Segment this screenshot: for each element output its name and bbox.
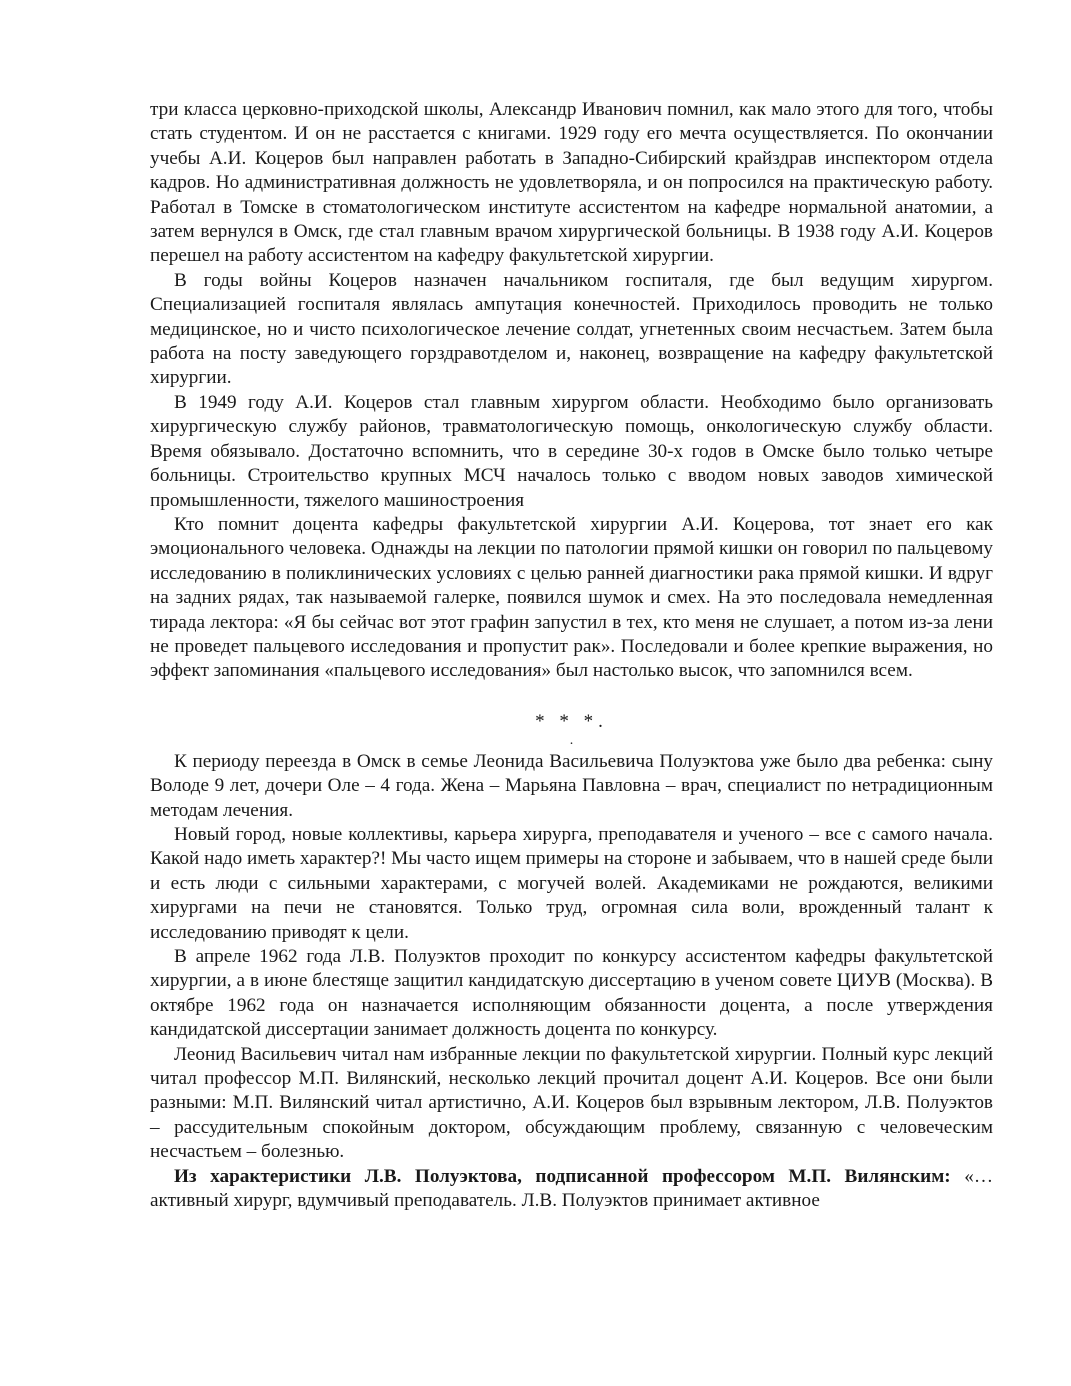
characteristic-heading: Из характеристики Л.В. Полуэктова, подписанной профессором М.П. Вилянским: bbox=[174, 1165, 951, 1187]
characteristic-quote: «… активный хирург, вдумчивый преподаватель. Л.В. Полуэктов принимает активное bbox=[150, 1165, 993, 1212]
paragraph-6: Новый город, новые коллективы, карьера хирурга, преподавателя и ученого – все с самого начала. Какой надо иметь характер?! Мы часто ищем примеры на стороне и забываем, что в нашей среде были и есть люди с сильными характерами, с могучей волей. Академиками не рождаются, великими хирургами на печи не становятся. Только труд, огромная сила воли, врожденный талант к исследованию приводят к цели. bbox=[150, 823, 993, 943]
paragraph-2: В годы войны Коцеров назначен начальником госпиталя, где был ведущим хирургом. Специализацией госпиталя являлась ампутация конечностей. Приходилось проводить не только медицинское, но и чисто психологическое лечение солдат, угнетенных своим несчастьем. Затем была работа на посту заведующего горздравотделом и, наконец, возвращение на кафедру факультетской хирургии. bbox=[150, 269, 993, 389]
paragraph-5: К периоду переезда в Омск в семье Леонида Васильевича Полуэктова уже было два ребенка: сыну Володе 9 лет, дочери Оле – 4 года. Жена – Марьяна Павловна – врач, специалист по нетрадиционным методам лечения. bbox=[150, 750, 993, 821]
paragraph-7: В апреле 1962 года Л.В. Полуэктов проходит по конкурсу ассистентом кафедры факультетской хирургии, а в июне блестяще защитил кандидатскую диссертацию в ученом совете ЦИУВ (Москва). В октябре 1962 года он назначается исполняющим обязанности доцента, а после утверждения кандидатской диссертации занимает должность доцента по конкурсу. bbox=[150, 946, 993, 1041]
paragraph-4: Кто помнит доцента кафедры факультетской хирургии А.И. Коцерова, тот знает его как эмоционального человека. Однажды на лекции по патологии прямой кишки он говорил по пальцевому исследованию в поликлинических условиях с целью ранней диагностики рака прямой кишки. И вдруг на задних рядах, так называемой галерке, появился шумок и смех. На это последовала немедленная тирада лектора: «Я бы сейчас вот этот графин запустил в тех, кто меня не слушает, а потом из-за лени не проведет пальцевого исследования и пропустит рак». Последовали и более крепкие выражения, но эффект запоминания «пальцевого исследования» был настолько высок, что запомнился всем. bbox=[150, 513, 993, 682]
section-separator bbox=[150, 684, 993, 750]
document-page bbox=[150, 98, 993, 1213]
paragraph-1: три класса церковно-приходской школы, Александр Иванович помнил, как мало этого для того, чтобы стать студентом. И он не расстается с книгами. 1929 году его мечта осуществляется. По окончании учебы А.И. Коцеров был направлен работать в Западно-Сибирский крайздрав инспектором отдела кадров. Но административная должность не удовлетворяла, и он попросился на практическую работу. Работал в Томске в стоматологическом институте ассистентом на кафедре нормальной анатомии, а затем вернулся в Омск, где стал главным врачом хирургической больницы. В 1938 году А.И. Коцеров перешел на работу ассистентом на кафедру факультетской хирургии. bbox=[150, 99, 993, 267]
separator-stars: * * *. bbox=[535, 710, 608, 732]
paragraph-8: Леонид Васильевич читал нам избранные лекции по факультетской хирургии. Полный курс лекций читал профессор М.П. Вилянский, несколько лекций прочитал доцент А.И. Коцеров. Все они были разными: М.П. Вилянский читал артистично, А.И. Коцеров был взрывным лектором, Л.В. Полуэктов – рассудительным спокойным доктором, обсуждающим проблему, связанную с человеческим несчастьем – болезнью. bbox=[150, 1043, 993, 1163]
paragraph-3: В 1949 году А.И. Коцеров стал главным хирургом области. Необходимо было организовать хирургическую службу районов, травматологическую помощь, онкологическую службу области. Время обязывало. Достаточно вспомнить, что в середине 30-х годов в Омске было только четыре больницы. Строительство крупных МСЧ началось только с вводом новых заводов химической промышленности, тяжелого машиностроения bbox=[150, 391, 993, 511]
separator-dot: . bbox=[569, 732, 574, 748]
paragraph-9 bbox=[150, 1165, 993, 1214]
